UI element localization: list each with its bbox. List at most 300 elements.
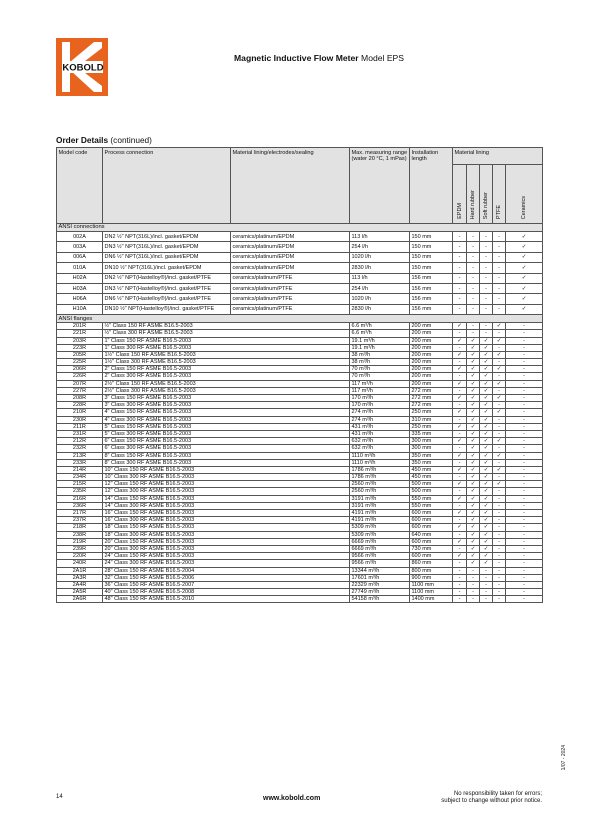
lining-availability-mark: - bbox=[480, 304, 493, 314]
installation-length-cell: 156 mm bbox=[410, 304, 453, 314]
lining-availability-mark: ✓ bbox=[467, 452, 480, 459]
model-code-cell: 235R bbox=[57, 488, 103, 495]
model-code-cell: 2A6R bbox=[57, 596, 103, 603]
kobold-logo bbox=[56, 38, 108, 96]
lining-availability-mark: - bbox=[493, 545, 506, 552]
model-code-cell: 211R bbox=[57, 423, 103, 430]
lining-availability-mark: - bbox=[480, 574, 493, 581]
lining-availability-mark: - bbox=[506, 438, 543, 445]
footer-disclaimer bbox=[441, 791, 542, 806]
model-code-cell: H03A bbox=[57, 283, 103, 293]
process-connection-cell: 40" Class 150 RF ASME B16.5-2008 bbox=[103, 589, 350, 596]
installation-length-cell: 300 mm bbox=[410, 445, 453, 452]
lining-availability-mark: ✓ bbox=[453, 366, 467, 373]
section-title-rest: (continued) bbox=[110, 135, 152, 145]
max-range-cell: 6.6 m³/h bbox=[350, 330, 410, 337]
max-range-cell: 54158 m³/h bbox=[350, 596, 410, 603]
installation-length-cell: 600 mm bbox=[410, 510, 453, 517]
page-number: 14 bbox=[56, 794, 63, 800]
model-code-cell: 215R bbox=[57, 481, 103, 488]
lining-availability-mark: ✓ bbox=[506, 294, 543, 304]
lining-availability-mark: - bbox=[480, 242, 493, 252]
lining-availability-mark: - bbox=[453, 430, 467, 437]
lining-availability-mark: ✓ bbox=[493, 337, 506, 344]
table-row bbox=[57, 351, 543, 358]
lining-availability-mark: - bbox=[506, 430, 543, 437]
model-code-cell: 2A4R bbox=[57, 581, 103, 588]
col-header-lining-type bbox=[467, 165, 480, 224]
lining-availability-mark: - bbox=[493, 423, 506, 430]
lining-availability-mark: ✓ bbox=[467, 553, 480, 560]
section-row bbox=[57, 224, 543, 232]
table-row bbox=[57, 409, 543, 416]
lining-availability-mark: - bbox=[453, 330, 467, 337]
material-lining-cell: ceramics/platinum/EPDM bbox=[231, 252, 350, 262]
table-row bbox=[57, 488, 543, 495]
table-row bbox=[57, 380, 543, 387]
lining-availability-mark: - bbox=[493, 560, 506, 567]
model-code-cell: H02A bbox=[57, 273, 103, 283]
max-range-cell: 1786 m³/h bbox=[350, 474, 410, 481]
lining-availability-mark: ✓ bbox=[493, 409, 506, 416]
process-connection-cell: DN6 ½" NPT(Hastelloy®)/incl. gasket/PTFE bbox=[103, 294, 231, 304]
table-row bbox=[57, 574, 543, 581]
max-range-cell: 4191 m³/h bbox=[350, 517, 410, 524]
lining-availability-mark: - bbox=[493, 524, 506, 531]
installation-length-cell: 200 mm bbox=[410, 380, 453, 387]
model-code-cell: 233R bbox=[57, 459, 103, 466]
table-row bbox=[57, 517, 543, 524]
lining-availability-mark: ✓ bbox=[480, 495, 493, 502]
lining-availability-mark: - bbox=[480, 294, 493, 304]
max-range-cell: 2560 m³/h bbox=[350, 481, 410, 488]
lining-availability-mark: ✓ bbox=[467, 495, 480, 502]
table-row bbox=[57, 452, 543, 459]
lining-availability-mark: ✓ bbox=[467, 517, 480, 524]
max-range-cell: 274 m³/h bbox=[350, 416, 410, 423]
lining-availability-mark: - bbox=[506, 344, 543, 351]
section-row-label: ANSI connections bbox=[57, 224, 543, 232]
max-range-cell: 1020 l/h bbox=[350, 294, 410, 304]
lining-availability-mark: - bbox=[453, 304, 467, 314]
process-connection-cell: 10" Class 300 RF ASME B16.5-2003 bbox=[103, 474, 350, 481]
max-range-cell: 2560 m³/h bbox=[350, 488, 410, 495]
max-range-cell: 431 m³/h bbox=[350, 423, 410, 430]
model-code-cell: 210R bbox=[57, 409, 103, 416]
lining-availability-mark: ✓ bbox=[480, 430, 493, 437]
lining-availability-mark: ✓ bbox=[467, 351, 480, 358]
table-row bbox=[57, 387, 543, 394]
lining-availability-mark: ✓ bbox=[480, 366, 493, 373]
lining-availability-mark: ✓ bbox=[480, 459, 493, 466]
model-code-cell: 234R bbox=[57, 474, 103, 481]
lining-availability-mark: ✓ bbox=[480, 452, 493, 459]
max-range-cell: 117 m³/h bbox=[350, 380, 410, 387]
lining-availability-mark: - bbox=[480, 232, 493, 242]
lining-availability-mark: - bbox=[493, 232, 506, 242]
lining-availability-mark: - bbox=[453, 531, 467, 538]
lining-availability-mark: ✓ bbox=[467, 459, 480, 466]
lining-availability-mark: - bbox=[453, 589, 467, 596]
lining-availability-mark: - bbox=[506, 351, 543, 358]
lining-availability-mark: ✓ bbox=[480, 337, 493, 344]
lining-availability-mark: - bbox=[506, 560, 543, 567]
process-connection-cell: 4" Class 300 RF ASME B16.5-2003 bbox=[103, 416, 350, 423]
table-row bbox=[57, 589, 543, 596]
max-range-cell: 170 m³/h bbox=[350, 402, 410, 409]
lining-availability-mark: - bbox=[493, 402, 506, 409]
document-title-bold: Magnetic Inductive Flow Meter bbox=[234, 53, 359, 63]
lining-availability-mark: - bbox=[467, 242, 480, 252]
lining-availability-mark: ✓ bbox=[467, 560, 480, 567]
section-title-bold: Order Details bbox=[56, 135, 109, 145]
installation-length-cell: 1100 mm bbox=[410, 581, 453, 588]
process-connection-cell: 36" Class 150 RF ASME B16.5-2007 bbox=[103, 581, 350, 588]
lining-availability-mark: - bbox=[467, 574, 480, 581]
model-code-cell: 205R bbox=[57, 351, 103, 358]
material-lining-cell: ceramics/platinum/PTFE bbox=[231, 273, 350, 283]
lining-availability-mark: ✓ bbox=[467, 337, 480, 344]
lining-availability-mark: - bbox=[453, 560, 467, 567]
model-code-cell: 203R bbox=[57, 337, 103, 344]
lining-availability-mark: - bbox=[506, 581, 543, 588]
max-range-cell: 2830 l/h bbox=[350, 263, 410, 273]
max-range-cell: 170 m³/h bbox=[350, 395, 410, 402]
installation-length-cell: 156 mm bbox=[410, 283, 453, 293]
col-header-lining-type bbox=[480, 165, 493, 224]
lining-availability-mark: ✓ bbox=[506, 242, 543, 252]
lining-availability-mark: ✓ bbox=[453, 395, 467, 402]
process-connection-cell: 24" Class 300 RF ASME B16.5-2003 bbox=[103, 560, 350, 567]
table-row bbox=[57, 283, 543, 293]
lining-availability-mark: - bbox=[506, 423, 543, 430]
table-row bbox=[57, 495, 543, 502]
process-connection-cell: 18" Class 150 RF ASME B16.5-2003 bbox=[103, 524, 350, 531]
installation-length-cell: 550 mm bbox=[410, 495, 453, 502]
lining-availability-mark: - bbox=[493, 445, 506, 452]
lining-availability-mark: ✓ bbox=[467, 502, 480, 509]
lining-availability-mark: - bbox=[493, 502, 506, 509]
lining-availability-mark: - bbox=[493, 538, 506, 545]
installation-length-cell: 550 mm bbox=[410, 502, 453, 509]
col-header-max-range: Max. measuring range (water 20 °C, 1 mPas) bbox=[350, 148, 410, 224]
document-title bbox=[234, 53, 404, 63]
lining-availability-mark: - bbox=[506, 531, 543, 538]
lining-availability-mark: ✓ bbox=[480, 531, 493, 538]
lining-availability-mark: - bbox=[453, 402, 467, 409]
lining-availability-mark: - bbox=[467, 330, 480, 337]
process-connection-cell: 48" Class 150 RF ASME B16.5-2010 bbox=[103, 596, 350, 603]
table-row bbox=[57, 481, 543, 488]
document-date: 1/07 - 2024 bbox=[561, 745, 567, 771]
col-header-installation-length: Installation length bbox=[410, 148, 453, 224]
lining-availability-mark: ✓ bbox=[480, 481, 493, 488]
lining-availability-mark: - bbox=[493, 495, 506, 502]
lining-availability-mark: ✓ bbox=[480, 524, 493, 531]
max-range-cell: 3191 m³/h bbox=[350, 502, 410, 509]
lining-availability-mark: - bbox=[493, 531, 506, 538]
lining-availability-mark: - bbox=[467, 263, 480, 273]
lining-availability-mark: - bbox=[453, 545, 467, 552]
lining-availability-mark: - bbox=[493, 430, 506, 437]
lining-availability-mark: - bbox=[506, 488, 543, 495]
installation-length-cell: 250 mm bbox=[410, 423, 453, 430]
installation-length-cell: 150 mm bbox=[410, 242, 453, 252]
process-connection-cell: 1" Class 300 RF ASME B16.5-2003 bbox=[103, 344, 350, 351]
table-row bbox=[57, 395, 543, 402]
installation-length-cell: 600 mm bbox=[410, 538, 453, 545]
installation-length-cell: 200 mm bbox=[410, 359, 453, 366]
table-row bbox=[57, 538, 543, 545]
lining-availability-mark: - bbox=[453, 294, 467, 304]
model-code-cell: 216R bbox=[57, 495, 103, 502]
lining-availability-mark: - bbox=[506, 459, 543, 466]
max-range-cell: 254 l/h bbox=[350, 283, 410, 293]
table-row bbox=[57, 510, 543, 517]
lining-availability-mark: - bbox=[480, 283, 493, 293]
process-connection-cell: 2½" Class 300 RF ASME B16.5-2003 bbox=[103, 387, 350, 394]
max-range-cell: 38 m³/h bbox=[350, 359, 410, 366]
process-connection-cell: DN2 ½" NPT(Hastelloy®)/incl. gasket/PTFE bbox=[103, 273, 231, 283]
table-row bbox=[57, 466, 543, 473]
lining-availability-mark: - bbox=[506, 395, 543, 402]
lining-availability-mark: - bbox=[480, 581, 493, 588]
table-row bbox=[57, 459, 543, 466]
lining-availability-mark: ✓ bbox=[453, 466, 467, 473]
process-connection-cell: 3" Class 150 RF ASME B16.5-2003 bbox=[103, 395, 350, 402]
table-row bbox=[57, 242, 543, 252]
lining-availability-mark: - bbox=[506, 517, 543, 524]
lining-availability-mark: - bbox=[453, 273, 467, 283]
lining-availability-mark: ✓ bbox=[506, 263, 543, 273]
lining-availability-mark: ✓ bbox=[453, 495, 467, 502]
installation-length-cell: 335 mm bbox=[410, 430, 453, 437]
process-connection-cell: 6" Class 300 RF ASME B16.5-2003 bbox=[103, 445, 350, 452]
lining-availability-mark: ✓ bbox=[467, 445, 480, 452]
lining-availability-mark: - bbox=[506, 474, 543, 481]
lining-availability-mark: - bbox=[493, 510, 506, 517]
lining-availability-mark: ✓ bbox=[467, 387, 480, 394]
lining-availability-mark: - bbox=[506, 481, 543, 488]
table-row bbox=[57, 545, 543, 552]
lining-availability-mark: ✓ bbox=[493, 466, 506, 473]
installation-length-cell: 200 mm bbox=[410, 323, 453, 330]
installation-length-cell: 350 mm bbox=[410, 452, 453, 459]
section-row bbox=[57, 315, 543, 323]
lining-type-label: EPDM bbox=[456, 203, 463, 219]
max-range-cell: 70 m³/h bbox=[350, 366, 410, 373]
installation-length-cell: 200 mm bbox=[410, 330, 453, 337]
lining-availability-mark: - bbox=[467, 323, 480, 330]
process-connection-cell: 5" Class 150 RF ASME B16.5-2003 bbox=[103, 423, 350, 430]
lining-availability-mark: - bbox=[506, 366, 543, 373]
model-code-cell: 006A bbox=[57, 252, 103, 262]
lining-availability-mark: - bbox=[453, 416, 467, 423]
process-connection-cell: 24" Class 150 RF ASME B16.5-2003 bbox=[103, 553, 350, 560]
process-connection-cell: 8" Class 300 RF ASME B16.5-2003 bbox=[103, 459, 350, 466]
lining-availability-mark: ✓ bbox=[453, 351, 467, 358]
lining-availability-mark: - bbox=[493, 344, 506, 351]
lining-availability-mark: - bbox=[506, 574, 543, 581]
lining-availability-mark: - bbox=[453, 445, 467, 452]
lining-availability-mark: ✓ bbox=[480, 359, 493, 366]
model-code-cell: H10A bbox=[57, 304, 103, 314]
process-connection-cell: DN2 ½" NPT(316L)/incl. gasket/EPDM bbox=[103, 232, 231, 242]
lining-availability-mark: - bbox=[480, 567, 493, 574]
lining-availability-mark: - bbox=[493, 330, 506, 337]
lining-availability-mark: - bbox=[506, 380, 543, 387]
model-code-cell: 228R bbox=[57, 402, 103, 409]
lining-availability-mark: - bbox=[467, 283, 480, 293]
model-code-cell: 208R bbox=[57, 395, 103, 402]
lining-availability-mark: ✓ bbox=[453, 510, 467, 517]
model-code-cell: 213R bbox=[57, 452, 103, 459]
table-row bbox=[57, 416, 543, 423]
col-header-model-code: Model code bbox=[57, 148, 103, 224]
lining-availability-mark: ✓ bbox=[480, 395, 493, 402]
lining-availability-mark: - bbox=[493, 242, 506, 252]
process-connection-cell: DN10 ½" NPT(316L)/incl. gasket/EPDM bbox=[103, 263, 231, 273]
table-row bbox=[57, 232, 543, 242]
table-row bbox=[57, 423, 543, 430]
max-range-cell: 2830 l/h bbox=[350, 304, 410, 314]
process-connection-cell: 12" Class 150 RF ASME B16.5-2003 bbox=[103, 481, 350, 488]
lining-availability-mark: - bbox=[453, 459, 467, 466]
model-code-cell: 232R bbox=[57, 445, 103, 452]
lining-availability-mark: ✓ bbox=[480, 466, 493, 473]
lining-type-label: Soft rubber bbox=[483, 191, 489, 219]
lining-availability-mark: ✓ bbox=[480, 560, 493, 567]
lining-availability-mark: - bbox=[493, 459, 506, 466]
lining-type-label: Ceramics bbox=[521, 195, 527, 219]
lining-availability-mark: - bbox=[493, 294, 506, 304]
lining-availability-mark: ✓ bbox=[453, 337, 467, 344]
lining-availability-mark: ✓ bbox=[480, 416, 493, 423]
lining-availability-mark: ✓ bbox=[493, 380, 506, 387]
process-connection-cell: ½" Class 150 RF ASME B16.5-2003 bbox=[103, 323, 350, 330]
lining-availability-mark: ✓ bbox=[453, 524, 467, 531]
installation-length-cell: 200 mm bbox=[410, 373, 453, 380]
model-code-cell: 220R bbox=[57, 553, 103, 560]
installation-length-cell: 200 mm bbox=[410, 337, 453, 344]
lining-availability-mark: ✓ bbox=[467, 373, 480, 380]
lining-availability-mark: - bbox=[506, 402, 543, 409]
lining-type-label: Hard rubber bbox=[470, 189, 476, 219]
process-connection-cell: DN6 ½" NPT(316L)/incl. gasket/EPDM bbox=[103, 252, 231, 262]
lining-availability-mark: ✓ bbox=[467, 402, 480, 409]
lining-availability-mark: ✓ bbox=[480, 409, 493, 416]
lining-availability-mark: ✓ bbox=[480, 553, 493, 560]
process-connection-cell: 20" Class 150 RF ASME B16.5-2003 bbox=[103, 538, 350, 545]
max-range-cell: 5309 m³/h bbox=[350, 524, 410, 531]
model-code-cell: 223R bbox=[57, 344, 103, 351]
model-code-cell: 207R bbox=[57, 380, 103, 387]
max-range-cell: 1020 l/h bbox=[350, 252, 410, 262]
lining-availability-mark: - bbox=[493, 517, 506, 524]
table-row bbox=[57, 581, 543, 588]
process-connection-cell: 18" Class 300 RF ASME B16.5-2003 bbox=[103, 531, 350, 538]
lining-availability-mark: ✓ bbox=[480, 438, 493, 445]
model-code-cell: 227R bbox=[57, 387, 103, 394]
model-code-cell: 010A bbox=[57, 263, 103, 273]
material-lining-cell: ceramics/platinum/PTFE bbox=[231, 283, 350, 293]
installation-length-cell: 150 mm bbox=[410, 263, 453, 273]
process-connection-cell: 4" Class 150 RF ASME B16.5-2003 bbox=[103, 409, 350, 416]
max-range-cell: 117 m³/h bbox=[350, 387, 410, 394]
lining-availability-mark: ✓ bbox=[493, 395, 506, 402]
lining-availability-mark: - bbox=[493, 553, 506, 560]
lining-availability-mark: - bbox=[480, 589, 493, 596]
model-code-cell: 239R bbox=[57, 545, 103, 552]
lining-availability-mark: - bbox=[480, 252, 493, 262]
max-range-cell: 1110 m³/h bbox=[350, 459, 410, 466]
col-header-lining-group: Material lining bbox=[453, 148, 543, 165]
max-range-cell: 38 m³/h bbox=[350, 351, 410, 358]
lining-availability-mark: - bbox=[467, 294, 480, 304]
installation-length-cell: 730 mm bbox=[410, 545, 453, 552]
lining-availability-mark: - bbox=[480, 596, 493, 603]
table-row bbox=[57, 553, 543, 560]
lining-availability-mark: - bbox=[453, 344, 467, 351]
lining-availability-mark: ✓ bbox=[467, 395, 480, 402]
lining-availability-mark: - bbox=[480, 263, 493, 273]
lining-availability-mark: ✓ bbox=[506, 304, 543, 314]
max-range-cell: 13344 m³/h bbox=[350, 567, 410, 574]
installation-length-cell: 900 mm bbox=[410, 574, 453, 581]
lining-availability-mark: - bbox=[453, 596, 467, 603]
lining-availability-mark: - bbox=[453, 373, 467, 380]
lining-availability-mark: - bbox=[493, 488, 506, 495]
lining-availability-mark: - bbox=[453, 252, 467, 262]
max-range-cell: 70 m³/h bbox=[350, 373, 410, 380]
lining-availability-mark: ✓ bbox=[453, 452, 467, 459]
logo-wordmark: KOBOLD bbox=[62, 62, 104, 74]
max-range-cell: 113 l/h bbox=[350, 232, 410, 242]
lining-availability-mark: - bbox=[453, 502, 467, 509]
lining-availability-mark: ✓ bbox=[480, 380, 493, 387]
lining-availability-mark: ✓ bbox=[467, 474, 480, 481]
footer-url-link[interactable]: www.kobold.com bbox=[263, 795, 321, 802]
lining-availability-mark: ✓ bbox=[480, 351, 493, 358]
lining-availability-mark: - bbox=[480, 323, 493, 330]
lining-availability-mark: - bbox=[506, 373, 543, 380]
lining-availability-mark: - bbox=[493, 567, 506, 574]
lining-availability-mark: ✓ bbox=[480, 373, 493, 380]
lining-availability-mark: - bbox=[493, 359, 506, 366]
installation-length-cell: 156 mm bbox=[410, 294, 453, 304]
lining-availability-mark: ✓ bbox=[480, 545, 493, 552]
table-row bbox=[57, 445, 543, 452]
material-lining-cell: ceramics/platinum/EPDM bbox=[231, 242, 350, 252]
lining-availability-mark: - bbox=[506, 452, 543, 459]
lining-availability-mark: - bbox=[467, 232, 480, 242]
table-row bbox=[57, 373, 543, 380]
lining-availability-mark: ✓ bbox=[467, 430, 480, 437]
model-code-cell: 003A bbox=[57, 242, 103, 252]
lining-availability-mark: ✓ bbox=[467, 438, 480, 445]
model-code-cell: 225R bbox=[57, 359, 103, 366]
lining-availability-mark: - bbox=[453, 567, 467, 574]
lining-availability-mark: ✓ bbox=[493, 481, 506, 488]
table-row bbox=[57, 359, 543, 366]
lining-availability-mark: - bbox=[506, 596, 543, 603]
lining-availability-mark: - bbox=[506, 589, 543, 596]
footer-disclaimer-line1: No responsibility taken for errors; bbox=[453, 791, 542, 797]
model-code-cell: 2A5R bbox=[57, 589, 103, 596]
table-row bbox=[57, 567, 543, 574]
lining-availability-mark: ✓ bbox=[480, 387, 493, 394]
process-connection-cell: 2" Class 300 RF ASME B16.5-2003 bbox=[103, 373, 350, 380]
